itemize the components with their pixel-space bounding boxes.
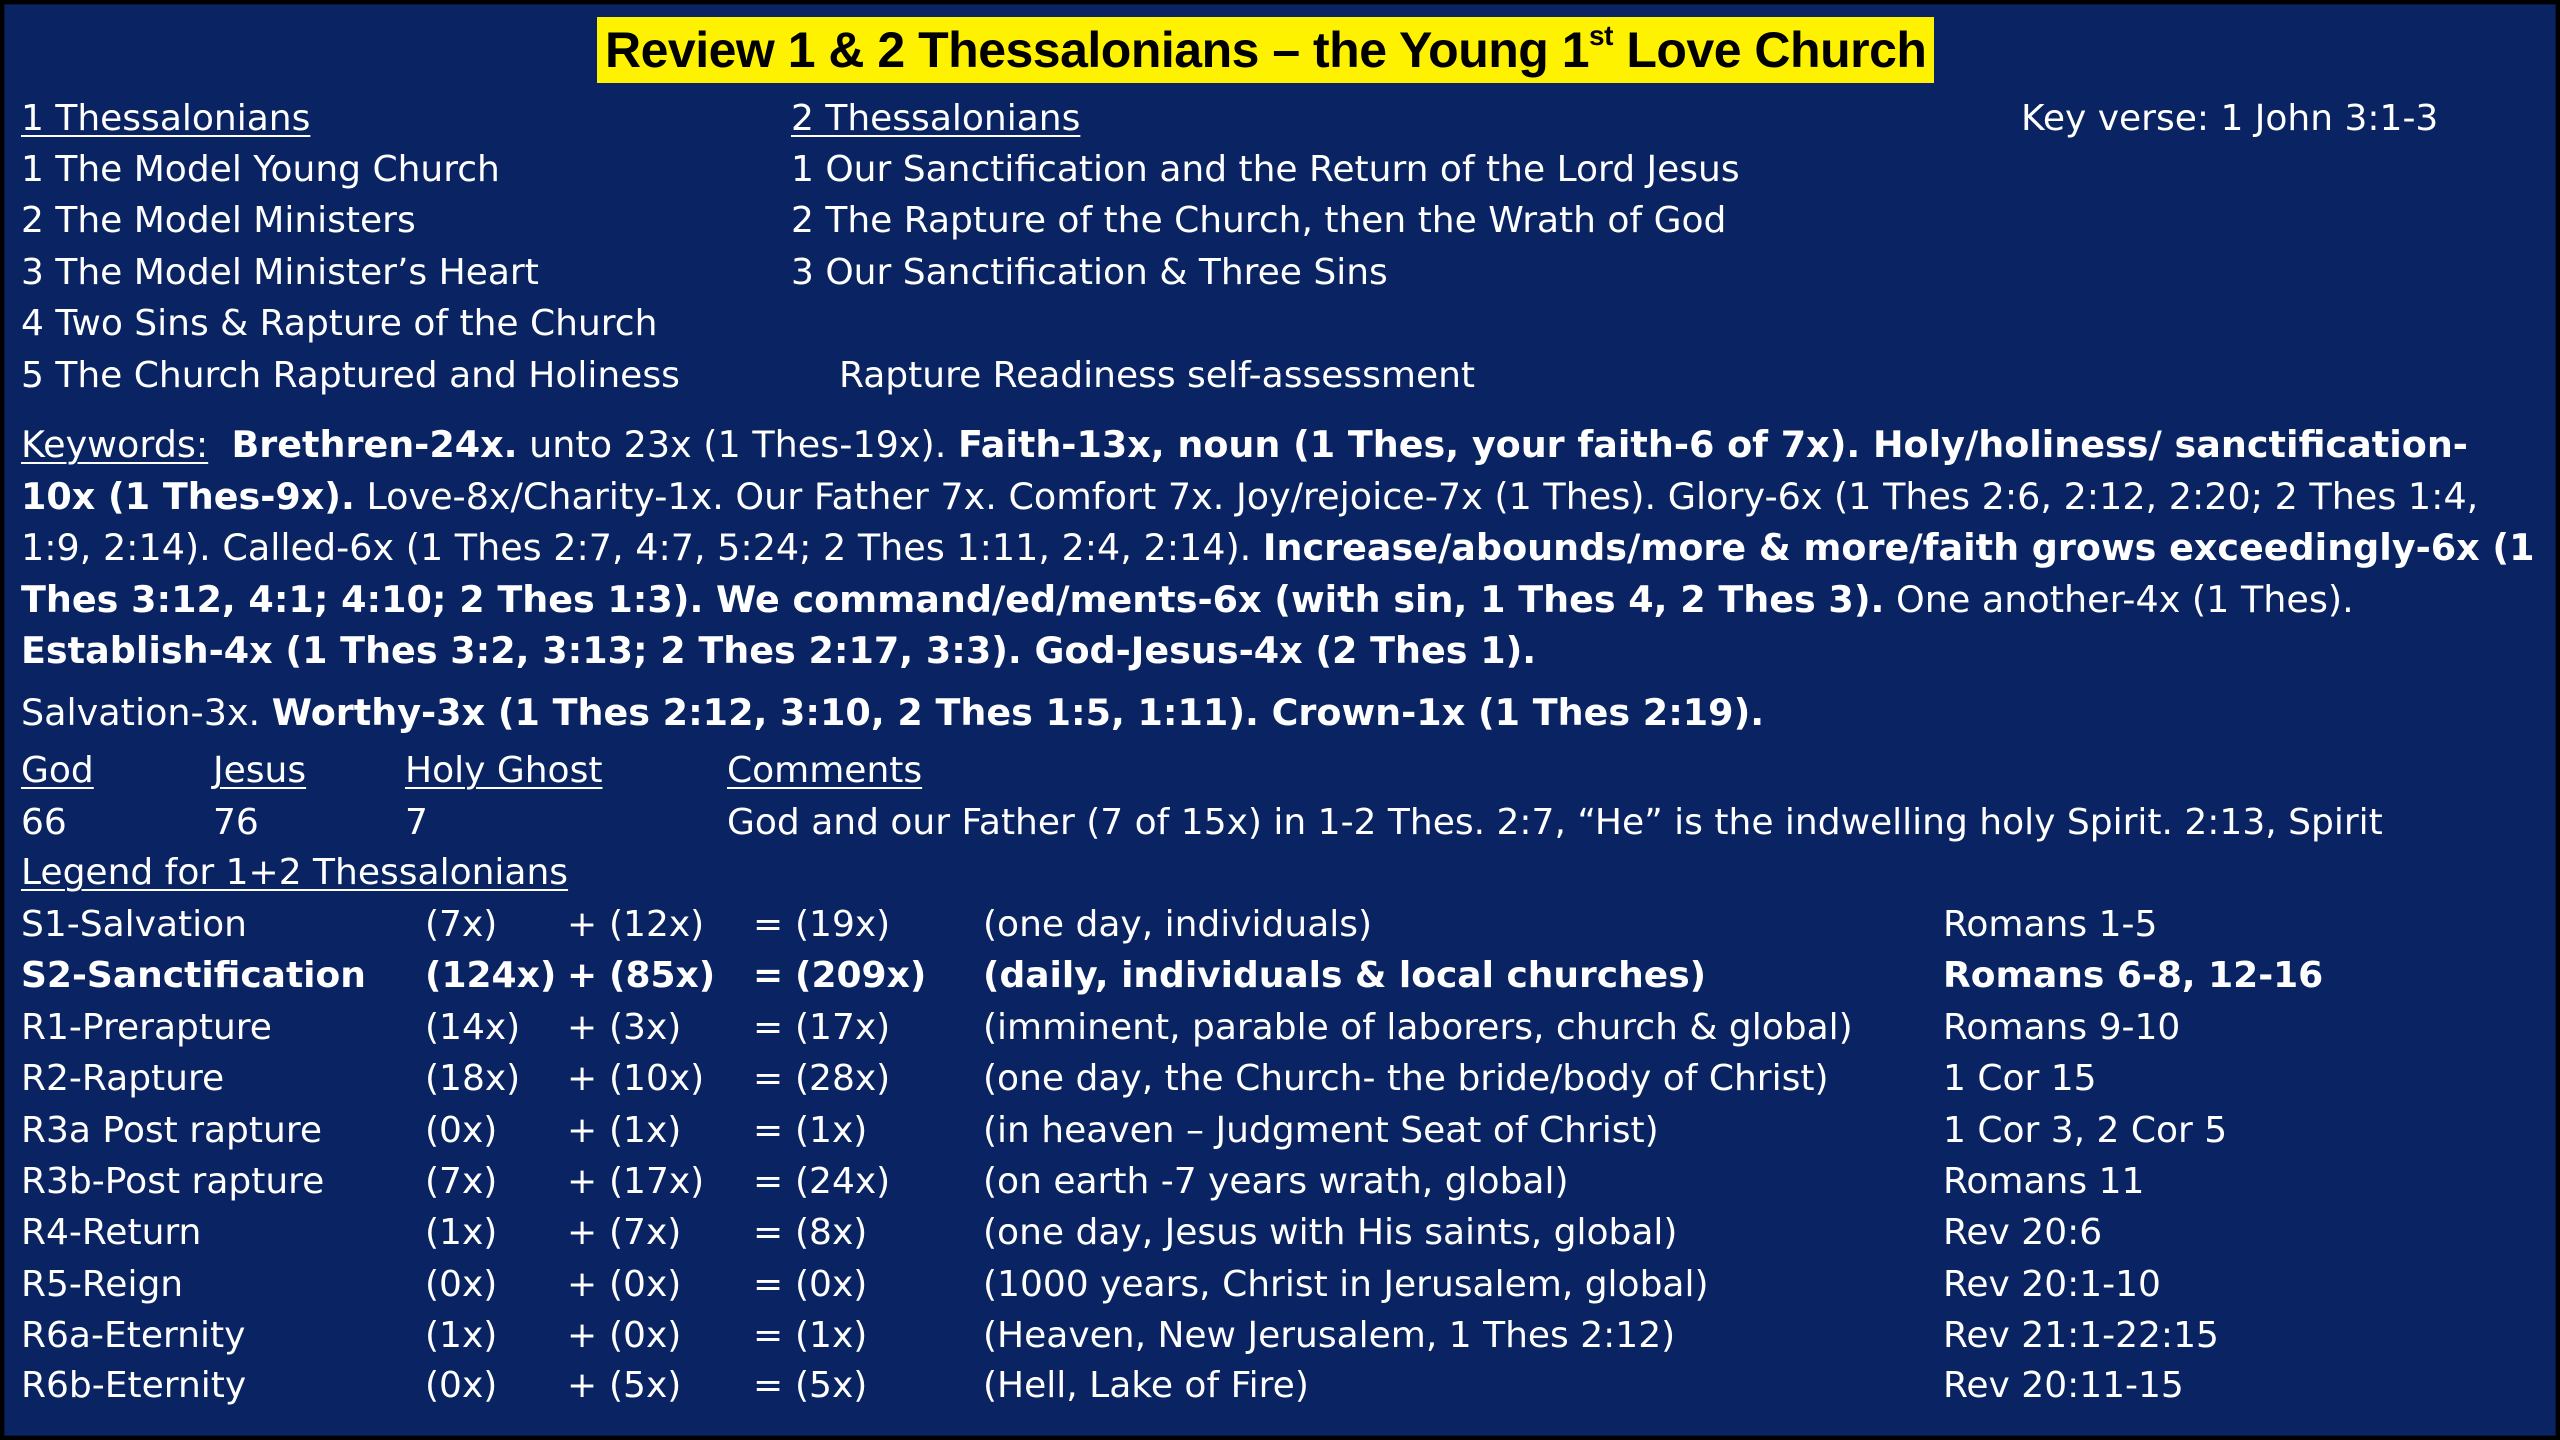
legend-desc-cell: (in heaven – Judgment Seat of Christ) bbox=[983, 1110, 1659, 1151]
legend-desc-cell: (imminent, parable of laborers, church & global) bbox=[983, 1007, 1853, 1048]
legend-a-cell: (18x) bbox=[425, 1058, 521, 1099]
legend-plus-cell: + bbox=[567, 904, 598, 945]
legend-desc-cell: (on earth -7 years wrath, global) bbox=[983, 1161, 1569, 1202]
slide bbox=[4, 4, 2556, 1436]
legend-c-cell: (8x) bbox=[795, 1212, 868, 1253]
legend-eq-cell: = bbox=[753, 1365, 784, 1406]
legend-c-cell: (209x) bbox=[795, 955, 927, 996]
legend-a-cell: (14x) bbox=[425, 1007, 521, 1048]
legend-header: Legend for 1+2 Thessalonians bbox=[21, 852, 569, 893]
legend-c-cell: (17x) bbox=[795, 1007, 891, 1048]
legend-c-cell: (1x) bbox=[795, 1315, 868, 1356]
thes1-item: 4 Two Sins & Rapture of the Church bbox=[21, 303, 658, 344]
legend-name-cell: R5-Reign bbox=[21, 1264, 184, 1305]
legend-a-cell: (1x) bbox=[425, 1212, 498, 1253]
thes1-header: 1 Thessalonians bbox=[21, 98, 311, 139]
legend-b-cell: (85x) bbox=[609, 955, 716, 996]
legend-plus-cell: + bbox=[567, 1058, 598, 1099]
holy-ghost-header: Holy Ghost bbox=[405, 750, 603, 791]
rapture-readiness-note: Rapture Readiness self-assessment bbox=[839, 355, 1476, 396]
legend-eq-cell: = bbox=[753, 1007, 784, 1048]
legend-desc-cell: (daily, individuals & local churches) bbox=[983, 955, 1707, 996]
legend-a-cell: (0x) bbox=[425, 1110, 498, 1151]
legend-b-cell: (17x) bbox=[609, 1161, 705, 1202]
legend-desc-cell: (one day, Jesus with His saints, global) bbox=[983, 1212, 1678, 1253]
legend-ref-cell: Rev 21:1-22:15 bbox=[1943, 1315, 2219, 1356]
legend-ref-cell: Romans 11 bbox=[1943, 1161, 2145, 1202]
legend-b-cell: (1x) bbox=[609, 1110, 682, 1151]
legend-name-cell: R3a Post rapture bbox=[21, 1110, 322, 1151]
legend-ref-cell: Romans 9-10 bbox=[1943, 1007, 2181, 1048]
legend-desc-cell: (Heaven, New Jerusalem, 1 Thes 2:12) bbox=[983, 1315, 1676, 1356]
legend-name-cell: R6a-Eternity bbox=[21, 1315, 246, 1356]
legend-eq-cell: = bbox=[753, 1264, 784, 1305]
legend-ref-cell: Rev 20:1-10 bbox=[1943, 1264, 2161, 1305]
legend-b-cell: (0x) bbox=[609, 1264, 682, 1305]
legend-name-cell: R3b-Post rapture bbox=[21, 1161, 325, 1202]
keywords-line-last: Salvation-3x. Worthy-3x (1 Thes 2:12, 3:10, 2 Thes 1:5, 1:11). Crown-1x (1 Thes 2:19). bbox=[21, 691, 1765, 734]
jesus-header: Jesus bbox=[213, 750, 307, 791]
legend-b-cell: (3x) bbox=[609, 1007, 682, 1048]
legend-b-cell: (7x) bbox=[609, 1212, 682, 1253]
legend-b-cell: (5x) bbox=[609, 1365, 682, 1406]
legend-name-cell: R2-Rapture bbox=[21, 1058, 225, 1099]
legend-plus-cell: + bbox=[567, 1212, 598, 1253]
legend-name-cell: R1-Prerapture bbox=[21, 1007, 272, 1048]
legend-c-cell: (19x) bbox=[795, 904, 891, 945]
legend-plus-cell: + bbox=[567, 955, 598, 996]
legend-a-cell: (1x) bbox=[425, 1315, 498, 1356]
legend-eq-cell: = bbox=[753, 1161, 784, 1202]
legend-c-cell: (24x) bbox=[795, 1161, 891, 1202]
legend-eq-cell: = bbox=[753, 1058, 784, 1099]
legend-eq-cell: = bbox=[753, 1315, 784, 1356]
keywords-paragraph: Keywords: Brethren-24x. unto 23x (1 Thes-19x). Faith-13x, noun (1 Thes, your faith-6 of 7x). Holy/holiness/ sanctification-10x (1 Thes-9x). Love-8x/Charity-1x. Our Father 7x. Comfort 7x. Joy/rejoice-7x (1 Thes). Glory-6x (1 Thes 2:6, 2:12, 2:20; 2 Thes 1:4, 1:9, 2:14). Called-6x (1 Thes 2:7, 4:7, 5:24; 2 Thes 1:11, 2:4, 2:14). Increase/abounds/more & more/faith grows exceedingly-6x (1 Thes 3:12, 4:1; 4:10; 2 Thes 1:3). We command/ed/ments-6x (with sin, 1 Thes 4, 2 Thes 3). One another-4x (1 Thes). Establish-4x (1 Thes 3:2, 3:13; 2 Thes 2:17, 3:3). God-Jesus-4x (2 Thes 1). bbox=[21, 423, 2535, 672]
legend-plus-cell: + bbox=[567, 1264, 598, 1305]
thes1-item: 2 The Model Ministers bbox=[21, 200, 416, 241]
legend-plus-cell: + bbox=[567, 1365, 598, 1406]
thes2-header: 2 Thessalonians bbox=[791, 98, 1081, 139]
legend-a-cell: (7x) bbox=[425, 1161, 498, 1202]
legend-ref-cell: 1 Cor 3, 2 Cor 5 bbox=[1943, 1110, 2228, 1151]
legend-desc-cell: (1000 years, Christ in Jerusalem, global) bbox=[983, 1264, 1709, 1305]
legend-b-cell: (10x) bbox=[609, 1058, 705, 1099]
legend-plus-cell: + bbox=[567, 1315, 598, 1356]
legend-ref-cell: Romans 1-5 bbox=[1943, 904, 2158, 945]
legend-name-cell: S1-Salvation bbox=[21, 904, 247, 945]
legend-plus-cell: + bbox=[567, 1161, 598, 1202]
god-count: 66 bbox=[21, 802, 67, 843]
legend-ref-cell: Rev 20:11-15 bbox=[1943, 1365, 2184, 1406]
legend-a-cell: (0x) bbox=[425, 1264, 498, 1305]
legend-b-cell: (0x) bbox=[609, 1315, 682, 1356]
god-header: God bbox=[21, 750, 94, 791]
legend-c-cell: (0x) bbox=[795, 1264, 868, 1305]
keywords-label: Keywords: bbox=[21, 423, 209, 466]
legend-ref-cell: 1 Cor 15 bbox=[1943, 1058, 2097, 1099]
legend-ref-cell: Romans 6-8, 12-16 bbox=[1943, 955, 2324, 996]
legend-a-cell: (7x) bbox=[425, 904, 498, 945]
holy-ghost-count: 7 bbox=[405, 802, 428, 843]
legend-eq-cell: = bbox=[753, 1212, 784, 1253]
legend-desc-cell: (one day, individuals) bbox=[983, 904, 1373, 945]
legend-plus-cell: + bbox=[567, 1007, 598, 1048]
thes2-item: 1 Our Sanctification and the Return of the Lord Jesus bbox=[791, 149, 1740, 190]
legend-name-cell: R6b-Eternity bbox=[21, 1365, 247, 1406]
comments-text: God and our Father (7 of 15x) in 1-2 Thes. 2:7, “He” is the indwelling holy Spirit. 2:13, Spirit bbox=[727, 802, 2383, 843]
legend-c-cell: (1x) bbox=[795, 1110, 868, 1151]
legend-a-cell: (124x) bbox=[425, 955, 557, 996]
legend-name-cell: R4-Return bbox=[21, 1212, 202, 1253]
legend-desc-cell: (one day, the Church- the bride/body of Christ) bbox=[983, 1058, 1829, 1099]
legend-eq-cell: = bbox=[753, 904, 784, 945]
jesus-count: 76 bbox=[213, 802, 259, 843]
legend-eq-cell: = bbox=[753, 955, 784, 996]
thes1-item: 5 The Church Raptured and Holiness bbox=[21, 355, 680, 396]
key-verse: Key verse: 1 John 3:1-3 bbox=[2021, 98, 2439, 139]
legend-a-cell: (0x) bbox=[425, 1365, 498, 1406]
thes1-item: 1 The Model Young Church bbox=[21, 149, 500, 190]
slide-title: Review 1 & 2 Thessalonians – the Young 1st Love Church bbox=[597, 17, 1934, 83]
thes1-item: 3 The Model Minister’s Heart bbox=[21, 252, 539, 293]
legend-name-cell: S2-Sanctification bbox=[21, 955, 366, 996]
legend-b-cell: (12x) bbox=[609, 904, 705, 945]
legend-c-cell: (28x) bbox=[795, 1058, 891, 1099]
thes2-item: 3 Our Sanctification & Three Sins bbox=[791, 252, 1388, 293]
comments-header: Comments bbox=[727, 750, 923, 791]
thes2-item: 2 The Rapture of the Church, then the Wrath of God bbox=[791, 200, 1727, 241]
legend-c-cell: (5x) bbox=[795, 1365, 868, 1406]
legend-eq-cell: = bbox=[753, 1110, 784, 1151]
legend-desc-cell: (Hell, Lake of Fire) bbox=[983, 1365, 1309, 1406]
legend-plus-cell: + bbox=[567, 1110, 598, 1151]
legend-ref-cell: Rev 20:6 bbox=[1943, 1212, 2103, 1253]
